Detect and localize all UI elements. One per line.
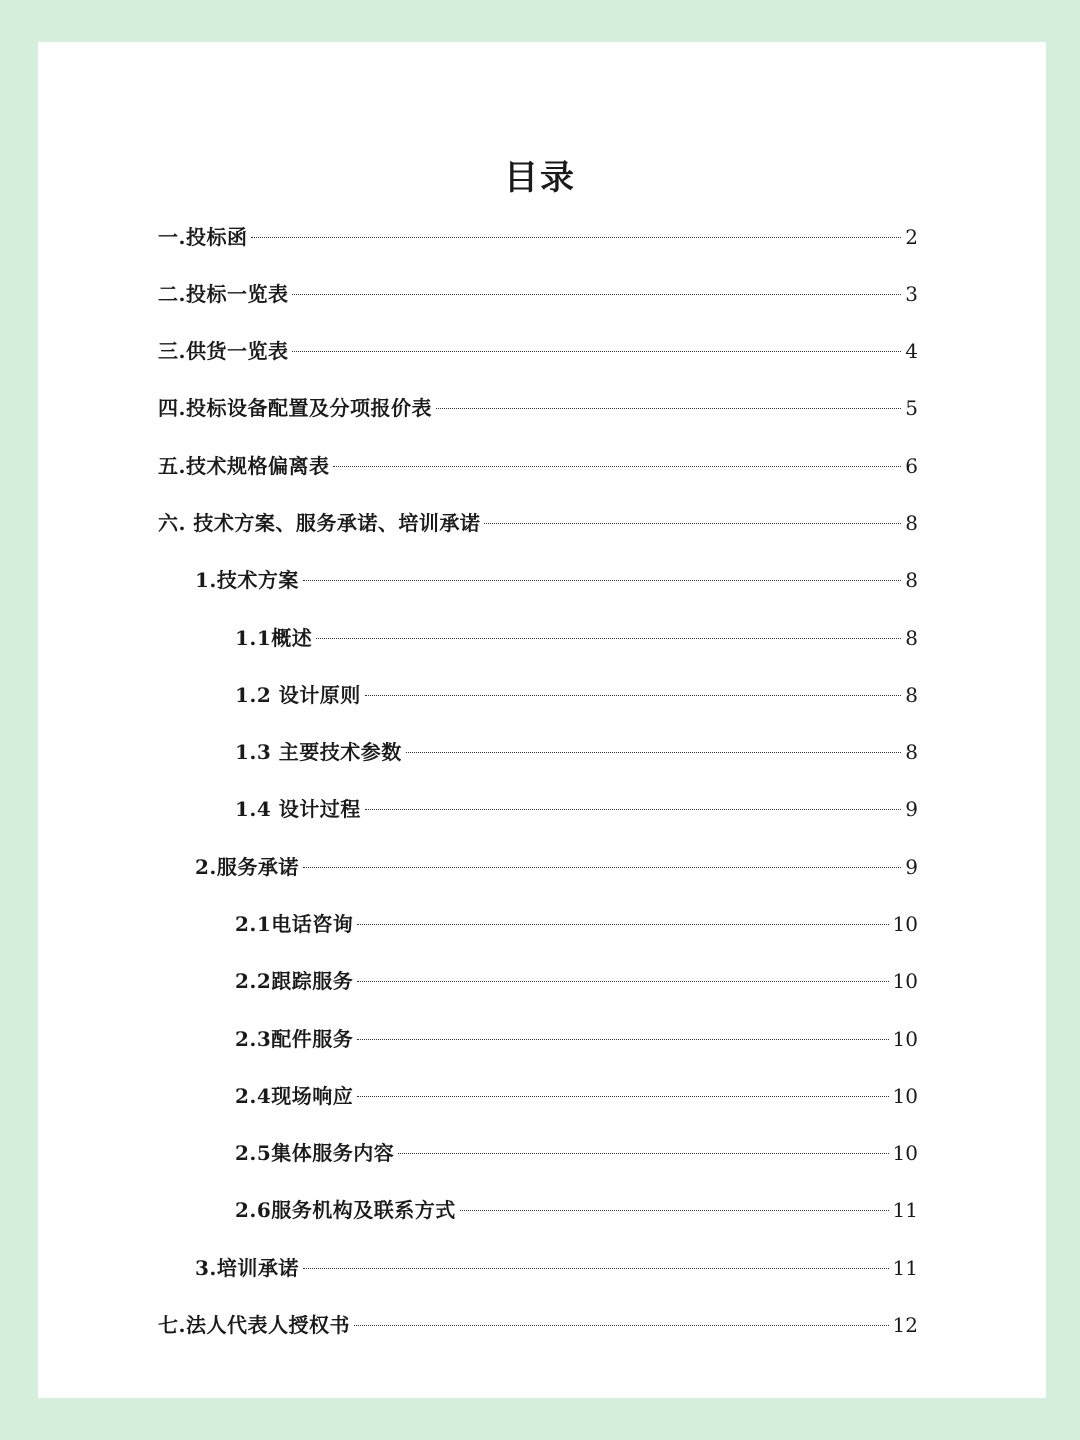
toc-entry-label: 1.1概述 [235,626,313,650]
toc-entry[interactable] [158,281,918,307]
toc-entry[interactable] [195,854,918,880]
toc-entry[interactable] [235,1083,918,1109]
toc-entry-label: 2.4现场响应 [235,1084,354,1108]
toc-page-number: 3 [905,282,918,306]
dot-leader [365,695,902,696]
toc-entry[interactable] [235,739,918,765]
toc-entry[interactable] [235,1026,918,1052]
dot-leader [303,867,901,868]
toc-entry-label: 2.服务承诺 [195,855,299,879]
dot-leader [484,523,901,524]
toc-entry-label: 四.投标设备配置及分项报价表 [158,396,432,420]
toc-entry[interactable] [158,224,918,250]
toc-page-number: 8 [905,511,918,535]
dot-leader [357,1096,888,1097]
toc-page-number: 8 [905,683,918,707]
toc-page-number: 10 [892,969,918,993]
toc-entry-label: 2.5集体服务内容 [235,1141,395,1165]
dot-leader [365,809,902,810]
toc-entry-label: 2.6服务机构及联系方式 [235,1198,456,1222]
toc-entry[interactable] [158,1312,918,1338]
toc-title: 目录 [504,158,576,198]
toc-page-number: 2 [905,225,918,249]
toc-entry-label: 2.1电话咨询 [235,912,354,936]
dot-leader [316,638,901,639]
toc-entry-label: 一.投标函 [158,225,248,249]
toc-entry[interactable] [158,453,918,479]
dot-leader [354,1325,889,1326]
toc-entry[interactable] [195,567,918,593]
toc-page-number: 8 [905,568,918,592]
toc-entry[interactable] [235,968,918,994]
toc-entry-label: 1.2 设计原则 [235,683,361,707]
dot-leader [357,924,888,925]
toc-page-number: 8 [905,626,918,650]
toc-page-number: 9 [905,797,918,821]
dot-leader [398,1153,888,1154]
toc-entry[interactable] [235,911,918,937]
toc-page-number: 11 [892,1198,918,1222]
toc-entry[interactable] [235,1197,918,1223]
toc-entry-label: 1.技术方案 [195,568,299,592]
toc-entry[interactable] [235,625,918,651]
toc-page-number: 5 [905,396,918,420]
toc-entry-label: 2.2跟踪服务 [235,969,354,993]
dot-leader [303,1268,889,1269]
toc-entry[interactable] [158,510,918,536]
dot-leader [436,408,901,409]
toc-page-number: 6 [905,454,918,478]
toc-entry-label: 六. 技术方案、服务承诺、培训承诺 [158,511,481,535]
toc-entry-label: 1.4 设计过程 [235,797,361,821]
dot-leader [251,237,901,238]
toc-entry[interactable] [235,1140,918,1166]
toc-entry-label: 二.投标一览表 [158,282,289,306]
toc-page-number: 10 [892,1141,918,1165]
toc-entry[interactable] [195,1255,918,1281]
dot-leader [303,580,901,581]
toc-entry-label: 五.技术规格偏离表 [158,454,330,478]
toc-entry[interactable] [235,796,918,822]
toc-entry-label: 2.3配件服务 [235,1027,354,1051]
dot-leader [292,351,901,352]
toc-entry-label: 七.法人代表人授权书 [158,1313,350,1337]
toc-entry[interactable] [235,682,918,708]
dot-leader [357,981,888,982]
dot-leader [460,1210,889,1211]
toc-entry[interactable] [158,338,918,364]
dot-leader [292,294,901,295]
toc-page-number: 10 [892,1027,918,1051]
toc-page-number: 8 [905,740,918,764]
toc-entry[interactable] [158,395,918,421]
toc-page-number: 11 [892,1256,918,1280]
dot-leader [333,466,901,467]
toc-page-number: 9 [905,855,918,879]
toc-page-number: 10 [892,1084,918,1108]
dot-leader [406,752,902,753]
toc-page-number: 12 [892,1313,918,1337]
toc-entry-label: 三.供货一览表 [158,339,289,363]
toc-entry-label: 3.培训承诺 [195,1256,299,1280]
dot-leader [357,1039,888,1040]
toc-page-number: 10 [892,912,918,936]
toc-entry-label: 1.3 主要技术参数 [235,740,402,764]
toc-page-number: 4 [905,339,918,363]
